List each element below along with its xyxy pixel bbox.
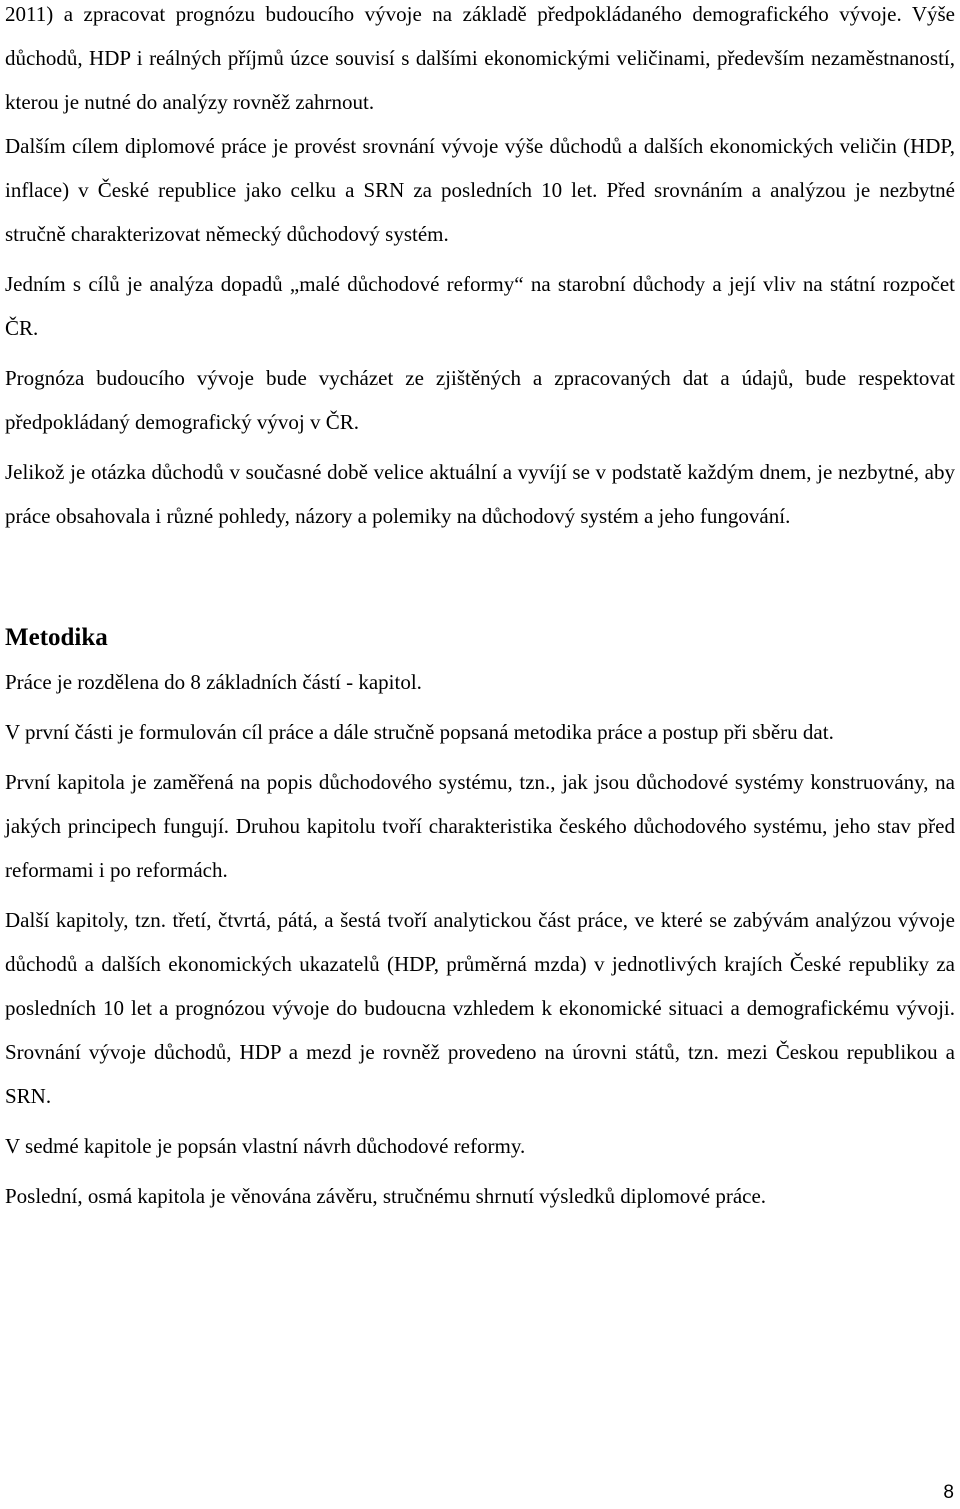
paragraph-first-part: V první části je formulován cíl práce a dále stručně popsaná metodika práce a postup při sběru dat. bbox=[5, 720, 834, 744]
paragraph-reform-analysis: Jedním s cílů je analýza dopadů „malé důchodové reformy“ na starobní důchody a její vliv na státní rozpočet ČR. bbox=[5, 272, 955, 340]
section-heading-metodika: Metodika bbox=[5, 624, 108, 651]
paragraph-forecast: Prognóza budoucího vývoje bude vycházet ze zjištěných a zpracovaných dat a údajů, bude respektovat předpokládaný demografický vývoj v ČR. bbox=[5, 366, 955, 434]
paragraph-comparison-goal: Dalším cílem diplomové práce je provést srovnání vývoje výše důchodů a dalších ekonomických veličin (HDP, inflace) v České republice jako celku a SRN za posledních 10 let. Před srovnáním a analýzou je nezbytné stručně charakterizovat německý důchodový systém. bbox=[5, 134, 955, 246]
paragraph-intro-continuation: 2011) a zpracovat prognózu budoucího vývoje na základě předpokládaného demografického vývoje. Výše důchodů, HDP i reálných příjmů úzce souvisí s dalšími ekonomickými veličinami, především nezaměstnaností, kterou je nutné do analýzy rovněž zahrnout. bbox=[5, 2, 955, 114]
paragraph-chapter-7: V sedmé kapitole je popsán vlastní návrh důchodové reformy. bbox=[5, 1134, 526, 1158]
paragraph-chapter-8: Poslední, osmá kapitola je věnována závěru, stručnému shrnutí výsledků diplomové práce. bbox=[5, 1184, 767, 1208]
paragraph-structure: Práce je rozdělena do 8 základních částí - kapitol. bbox=[5, 670, 422, 694]
paragraph-chapters-1-2: První kapitola je zaměřená na popis důchodového systému, tzn., jak jsou důchodové systémy konstruovány, na jakých principech fungují. Druhou kapitolu tvoří charakteristika českého důchodového systému, jeho stav před reformami i po reformách. bbox=[5, 770, 955, 882]
paragraph-topicality: Jelikož je otázka důchodů v současné době velice aktuální a vyvíjí se v podstatě každým dnem, je nezbytné, aby práce obsahovala i různé pohledy, názory a polemiky na důchodový systém a jeho fungování. bbox=[5, 460, 955, 528]
document-page bbox=[5, 0, 955, 1218]
page-number: 8 bbox=[943, 1482, 954, 1503]
paragraph-chapters-3-6: Další kapitoly, tzn. třetí, čtvrtá, pátá, a šestá tvoří analytickou část práce, ve které se zabývám analýzou vývoje důchodů a dalších ekonomických ukazatelů (HDP, průměrná mzda) v jednotlivých krajích České republiky za posledních 10 let a prognózou vývoje do budoucna vzhledem k ekonomické situaci a demografickému vývoji. Srovnání vývoje důchodů, HDP a mezd je rovněž provedeno na úrovni států, tzn. mezi Českou republikou a SRN. bbox=[5, 908, 955, 1108]
